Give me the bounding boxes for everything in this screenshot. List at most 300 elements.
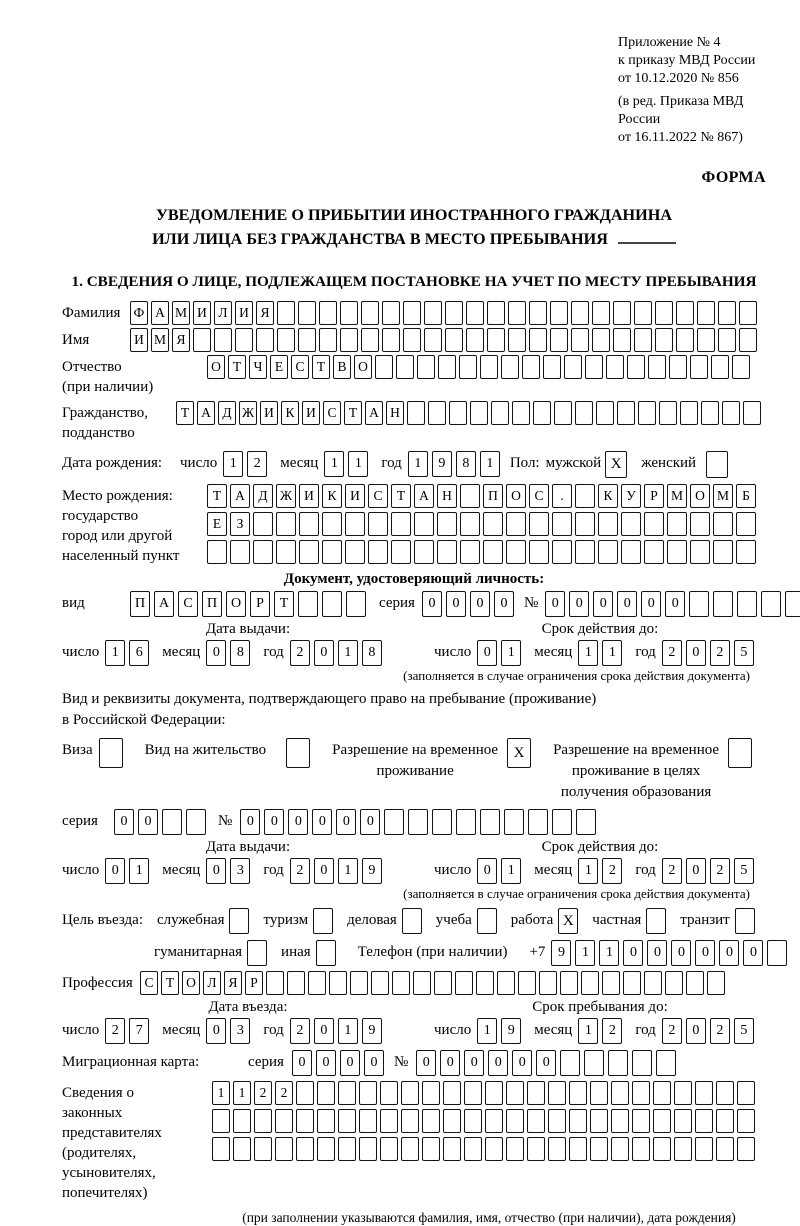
char-cell[interactable] <box>319 328 337 352</box>
char-cell[interactable] <box>713 591 733 617</box>
char-cell[interactable] <box>674 1137 692 1161</box>
char-cell[interactable] <box>564 355 582 379</box>
char-cell[interactable]: 1 <box>408 451 428 477</box>
char-cell[interactable]: Ф <box>130 301 148 325</box>
char-cell[interactable]: 1 <box>477 1018 497 1044</box>
char-cell[interactable]: 9 <box>432 451 452 477</box>
char-cell[interactable] <box>256 328 274 352</box>
char-cell[interactable] <box>424 301 442 325</box>
char-cell[interactable]: 1 <box>338 1018 358 1044</box>
char-cell[interactable]: Т <box>176 401 194 425</box>
char-cell[interactable]: 0 <box>105 858 125 884</box>
char-cell[interactable] <box>674 1081 692 1105</box>
char-cell[interactable]: 1 <box>578 640 598 666</box>
char-cell[interactable]: 2 <box>710 640 730 666</box>
char-cell[interactable] <box>739 301 757 325</box>
char-cell[interactable]: 0 <box>264 809 284 835</box>
char-cell[interactable] <box>767 940 787 966</box>
char-cell[interactable]: 0 <box>593 591 613 617</box>
char-cell[interactable]: Я <box>256 301 274 325</box>
char-cell[interactable] <box>485 1081 503 1105</box>
char-cell[interactable] <box>254 1137 272 1161</box>
char-cell[interactable] <box>560 1050 580 1076</box>
char-cell[interactable] <box>653 1109 671 1133</box>
char-cell[interactable] <box>277 301 295 325</box>
char-cell[interactable] <box>235 328 253 352</box>
char-cell[interactable] <box>253 540 273 564</box>
char-cell[interactable] <box>375 355 393 379</box>
char-cell[interactable] <box>350 971 368 995</box>
char-cell[interactable]: Б <box>736 484 756 508</box>
char-cell[interactable] <box>338 1081 356 1105</box>
char-cell[interactable] <box>340 328 358 352</box>
visa-checkbox[interactable] <box>99 738 123 768</box>
char-cell[interactable] <box>737 1109 755 1133</box>
char-cell[interactable] <box>722 401 740 425</box>
char-cell[interactable]: С <box>368 484 388 508</box>
surname-cells[interactable] <box>130 301 757 325</box>
char-cell[interactable] <box>575 401 593 425</box>
char-cell[interactable] <box>644 971 662 995</box>
char-cell[interactable] <box>230 540 250 564</box>
char-cell[interactable] <box>212 1137 230 1161</box>
sex-male-checkbox[interactable]: X <box>605 451 627 478</box>
char-cell[interactable] <box>785 591 800 617</box>
month-cells[interactable] <box>206 1018 250 1044</box>
char-cell[interactable] <box>653 1137 671 1161</box>
char-cell[interactable] <box>483 540 503 564</box>
char-cell[interactable]: А <box>154 591 174 617</box>
char-cell[interactable]: К <box>598 484 618 508</box>
char-cell[interactable] <box>434 971 452 995</box>
char-cell[interactable] <box>233 1109 251 1133</box>
char-cell[interactable]: 0 <box>360 809 380 835</box>
char-cell[interactable]: 0 <box>536 1050 556 1076</box>
char-cell[interactable]: 1 <box>348 451 368 477</box>
char-cell[interactable] <box>460 512 480 536</box>
char-cell[interactable] <box>512 401 530 425</box>
month-cells[interactable] <box>324 451 368 477</box>
year-cells[interactable] <box>662 858 754 884</box>
char-cell[interactable]: И <box>302 401 320 425</box>
char-cell[interactable] <box>686 971 704 995</box>
char-cell[interactable] <box>608 1050 628 1076</box>
char-cell[interactable] <box>713 512 733 536</box>
char-cell[interactable] <box>592 301 610 325</box>
char-cell[interactable] <box>743 401 761 425</box>
day-cells[interactable] <box>105 640 149 666</box>
purpose-humanitarian-checkbox[interactable] <box>247 940 267 966</box>
char-cell[interactable] <box>676 301 694 325</box>
char-cell[interactable] <box>193 328 211 352</box>
char-cell[interactable] <box>299 512 319 536</box>
char-cell[interactable] <box>644 540 664 564</box>
char-cell[interactable]: 2 <box>105 1018 125 1044</box>
char-cell[interactable] <box>380 1081 398 1105</box>
char-cell[interactable]: 0 <box>719 940 739 966</box>
char-cell[interactable] <box>575 484 595 508</box>
char-cell[interactable] <box>359 1109 377 1133</box>
char-cell[interactable] <box>669 355 687 379</box>
char-cell[interactable]: И <box>299 484 319 508</box>
char-cell[interactable] <box>254 1109 272 1133</box>
char-cell[interactable] <box>707 971 725 995</box>
char-cell[interactable]: 1 <box>578 858 598 884</box>
char-cell[interactable]: 1 <box>602 640 622 666</box>
char-cell[interactable]: 0 <box>665 591 685 617</box>
birth-place-line2[interactable] <box>207 512 756 536</box>
char-cell[interactable]: 1 <box>129 858 149 884</box>
purpose-tourism-checkbox[interactable] <box>313 908 333 934</box>
char-cell[interactable]: 0 <box>314 1018 334 1044</box>
char-cell[interactable]: 2 <box>662 1018 682 1044</box>
char-cell[interactable]: 0 <box>440 1050 460 1076</box>
char-cell[interactable] <box>713 540 733 564</box>
char-cell[interactable]: 2 <box>710 858 730 884</box>
char-cell[interactable]: 9 <box>362 858 382 884</box>
char-cell[interactable]: 1 <box>338 858 358 884</box>
char-cell[interactable] <box>464 1081 482 1105</box>
char-cell[interactable]: 0 <box>240 809 260 835</box>
char-cell[interactable] <box>736 512 756 536</box>
char-cell[interactable] <box>655 328 673 352</box>
char-cell[interactable] <box>690 355 708 379</box>
char-cell[interactable] <box>432 809 452 835</box>
char-cell[interactable]: 0 <box>314 640 334 666</box>
char-cell[interactable] <box>602 971 620 995</box>
char-cell[interactable] <box>575 512 595 536</box>
purpose-study-checkbox[interactable] <box>477 908 497 934</box>
char-cell[interactable]: 0 <box>686 858 706 884</box>
char-cell[interactable] <box>319 301 337 325</box>
char-cell[interactable] <box>346 591 366 617</box>
char-cell[interactable]: Л <box>203 971 221 995</box>
char-cell[interactable]: 0 <box>686 1018 706 1044</box>
char-cell[interactable] <box>690 512 710 536</box>
char-cell[interactable] <box>581 971 599 995</box>
month-cells[interactable] <box>206 858 250 884</box>
char-cell[interactable] <box>298 301 316 325</box>
char-cell[interactable] <box>659 401 677 425</box>
char-cell[interactable]: 2 <box>254 1081 272 1105</box>
char-cell[interactable] <box>401 1109 419 1133</box>
char-cell[interactable]: 0 <box>477 858 497 884</box>
char-cell[interactable] <box>322 512 342 536</box>
char-cell[interactable] <box>527 1137 545 1161</box>
char-cell[interactable] <box>460 540 480 564</box>
char-cell[interactable] <box>413 971 431 995</box>
char-cell[interactable]: А <box>151 301 169 325</box>
char-cell[interactable]: М <box>713 484 733 508</box>
char-cell[interactable] <box>653 1081 671 1105</box>
day-cells[interactable] <box>105 1018 149 1044</box>
char-cell[interactable]: 2 <box>662 640 682 666</box>
char-cell[interactable] <box>207 540 227 564</box>
char-cell[interactable] <box>644 512 664 536</box>
char-cell[interactable] <box>437 512 457 536</box>
char-cell[interactable] <box>676 328 694 352</box>
purpose-business-checkbox[interactable] <box>229 908 249 934</box>
char-cell[interactable] <box>428 401 446 425</box>
char-cell[interactable] <box>368 512 388 536</box>
char-cell[interactable] <box>695 1137 713 1161</box>
residence-permit-checkbox[interactable] <box>286 738 310 768</box>
year-cells[interactable] <box>290 1018 382 1044</box>
char-cell[interactable] <box>298 591 318 617</box>
char-cell[interactable] <box>506 512 526 536</box>
char-cell[interactable] <box>275 1137 293 1161</box>
char-cell[interactable]: 0 <box>695 940 715 966</box>
char-cell[interactable]: 0 <box>686 640 706 666</box>
char-cell[interactable] <box>317 1081 335 1105</box>
purpose-work-checkbox[interactable]: X <box>558 908 578 934</box>
char-cell[interactable]: О <box>690 484 710 508</box>
year-cells[interactable] <box>290 858 382 884</box>
char-cell[interactable] <box>680 401 698 425</box>
char-cell[interactable] <box>407 401 425 425</box>
char-cell[interactable] <box>487 328 505 352</box>
char-cell[interactable]: 7 <box>129 1018 149 1044</box>
char-cell[interactable]: 0 <box>340 1050 360 1076</box>
char-cell[interactable] <box>617 401 635 425</box>
char-cell[interactable]: 8 <box>362 640 382 666</box>
char-cell[interactable]: О <box>226 591 246 617</box>
char-cell[interactable]: 0 <box>316 1050 336 1076</box>
char-cell[interactable] <box>371 971 389 995</box>
char-cell[interactable] <box>470 401 488 425</box>
char-cell[interactable]: 0 <box>206 1018 226 1044</box>
char-cell[interactable]: Т <box>207 484 227 508</box>
char-cell[interactable]: О <box>182 971 200 995</box>
char-cell[interactable] <box>529 540 549 564</box>
char-cell[interactable] <box>611 1137 629 1161</box>
char-cell[interactable] <box>611 1109 629 1133</box>
char-cell[interactable] <box>253 512 273 536</box>
char-cell[interactable] <box>483 512 503 536</box>
char-cell[interactable] <box>606 355 624 379</box>
char-cell[interactable] <box>716 1137 734 1161</box>
char-cell[interactable]: А <box>414 484 434 508</box>
char-cell[interactable] <box>623 971 641 995</box>
char-cell[interactable] <box>298 328 316 352</box>
char-cell[interactable]: 1 <box>212 1081 230 1105</box>
day-cells[interactable] <box>223 451 267 477</box>
char-cell[interactable]: Т <box>344 401 362 425</box>
char-cell[interactable] <box>338 1109 356 1133</box>
char-cell[interactable] <box>162 809 182 835</box>
char-cell[interactable] <box>466 328 484 352</box>
char-cell[interactable] <box>329 971 347 995</box>
char-cell[interactable] <box>543 355 561 379</box>
birth-place-line1[interactable] <box>207 484 756 508</box>
char-cell[interactable]: 0 <box>114 809 134 835</box>
char-cell[interactable]: З <box>230 512 250 536</box>
char-cell[interactable]: 3 <box>230 858 250 884</box>
char-cell[interactable]: И <box>260 401 278 425</box>
char-cell[interactable] <box>417 355 435 379</box>
char-cell[interactable]: А <box>230 484 250 508</box>
char-cell[interactable]: 0 <box>464 1050 484 1076</box>
char-cell[interactable]: 1 <box>575 940 595 966</box>
char-cell[interactable] <box>621 512 641 536</box>
char-cell[interactable] <box>455 971 473 995</box>
char-cell[interactable]: 1 <box>105 640 125 666</box>
char-cell[interactable]: 2 <box>710 1018 730 1044</box>
char-cell[interactable] <box>476 971 494 995</box>
char-cell[interactable] <box>528 809 548 835</box>
purpose-commercial-checkbox[interactable] <box>402 908 422 934</box>
char-cell[interactable] <box>689 591 709 617</box>
char-cell[interactable]: 6 <box>129 640 149 666</box>
char-cell[interactable]: О <box>207 355 225 379</box>
char-cell[interactable] <box>701 401 719 425</box>
char-cell[interactable]: 0 <box>488 1050 508 1076</box>
char-cell[interactable]: В <box>333 355 351 379</box>
temporary-residence-checkbox[interactable]: X <box>507 738 531 768</box>
char-cell[interactable] <box>338 1137 356 1161</box>
char-cell[interactable]: 0 <box>671 940 691 966</box>
char-cell[interactable] <box>550 301 568 325</box>
char-cell[interactable] <box>424 328 442 352</box>
char-cell[interactable] <box>214 328 232 352</box>
char-cell[interactable] <box>438 355 456 379</box>
char-cell[interactable]: 0 <box>569 591 589 617</box>
char-cell[interactable]: С <box>291 355 309 379</box>
char-cell[interactable] <box>317 1109 335 1133</box>
char-cell[interactable] <box>501 355 519 379</box>
year-cells[interactable] <box>662 1018 754 1044</box>
char-cell[interactable] <box>391 512 411 536</box>
char-cell[interactable] <box>445 301 463 325</box>
char-cell[interactable]: 8 <box>230 640 250 666</box>
char-cell[interactable]: . <box>552 484 572 508</box>
char-cell[interactable] <box>361 328 379 352</box>
char-cell[interactable] <box>634 301 652 325</box>
char-cell[interactable]: 3 <box>230 1018 250 1044</box>
char-cell[interactable] <box>737 1137 755 1161</box>
char-cell[interactable] <box>212 1109 230 1133</box>
char-cell[interactable] <box>287 971 305 995</box>
char-cell[interactable] <box>584 1050 604 1076</box>
month-cells[interactable] <box>206 640 250 666</box>
migration-series-cells[interactable] <box>292 1050 384 1076</box>
representatives-line3[interactable] <box>212 1137 755 1161</box>
char-cell[interactable] <box>529 512 549 536</box>
char-cell[interactable] <box>529 301 547 325</box>
char-cell[interactable]: 2 <box>290 1018 310 1044</box>
char-cell[interactable] <box>732 355 750 379</box>
char-cell[interactable]: 2 <box>602 1018 622 1044</box>
char-cell[interactable]: П <box>483 484 503 508</box>
month-cells[interactable] <box>578 640 622 666</box>
char-cell[interactable]: 0 <box>477 640 497 666</box>
char-cell[interactable]: Т <box>161 971 179 995</box>
char-cell[interactable] <box>739 328 757 352</box>
char-cell[interactable] <box>480 355 498 379</box>
char-cell[interactable] <box>716 1109 734 1133</box>
char-cell[interactable] <box>345 540 365 564</box>
char-cell[interactable]: Ж <box>239 401 257 425</box>
char-cell[interactable] <box>464 1109 482 1133</box>
char-cell[interactable] <box>569 1109 587 1133</box>
char-cell[interactable] <box>380 1137 398 1161</box>
char-cell[interactable] <box>443 1081 461 1105</box>
char-cell[interactable]: Д <box>218 401 236 425</box>
char-cell[interactable]: Я <box>224 971 242 995</box>
char-cell[interactable] <box>550 328 568 352</box>
char-cell[interactable]: 1 <box>324 451 344 477</box>
char-cell[interactable] <box>522 355 540 379</box>
char-cell[interactable] <box>656 1050 676 1076</box>
char-cell[interactable] <box>497 971 515 995</box>
char-cell[interactable] <box>632 1081 650 1105</box>
char-cell[interactable] <box>296 1137 314 1161</box>
char-cell[interactable]: 0 <box>288 809 308 835</box>
char-cell[interactable]: О <box>354 355 372 379</box>
char-cell[interactable]: 0 <box>545 591 565 617</box>
char-cell[interactable]: 0 <box>470 591 490 617</box>
char-cell[interactable] <box>368 540 388 564</box>
char-cell[interactable] <box>548 1137 566 1161</box>
char-cell[interactable]: 2 <box>602 858 622 884</box>
char-cell[interactable] <box>466 301 484 325</box>
char-cell[interactable]: Я <box>172 328 190 352</box>
char-cell[interactable]: 1 <box>338 640 358 666</box>
char-cell[interactable] <box>485 1137 503 1161</box>
char-cell[interactable] <box>529 328 547 352</box>
char-cell[interactable]: 2 <box>662 858 682 884</box>
char-cell[interactable] <box>548 1109 566 1133</box>
doc-kind-cells[interactable] <box>130 591 366 617</box>
doc-number-cells[interactable] <box>545 591 800 617</box>
char-cell[interactable]: 0 <box>446 591 466 617</box>
char-cell[interactable] <box>299 540 319 564</box>
char-cell[interactable] <box>613 301 631 325</box>
char-cell[interactable] <box>266 971 284 995</box>
char-cell[interactable]: Н <box>437 484 457 508</box>
char-cell[interactable] <box>627 355 645 379</box>
char-cell[interactable] <box>401 1081 419 1105</box>
char-cell[interactable] <box>422 1081 440 1105</box>
char-cell[interactable]: К <box>281 401 299 425</box>
char-cell[interactable]: Ч <box>249 355 267 379</box>
char-cell[interactable] <box>711 355 729 379</box>
char-cell[interactable]: 2 <box>275 1081 293 1105</box>
char-cell[interactable] <box>613 328 631 352</box>
char-cell[interactable]: 2 <box>290 858 310 884</box>
char-cell[interactable]: 5 <box>734 1018 754 1044</box>
char-cell[interactable] <box>380 1109 398 1133</box>
char-cell[interactable] <box>322 591 342 617</box>
char-cell[interactable] <box>718 301 736 325</box>
char-cell[interactable]: С <box>323 401 341 425</box>
char-cell[interactable]: И <box>235 301 253 325</box>
char-cell[interactable] <box>508 328 526 352</box>
char-cell[interactable]: О <box>506 484 526 508</box>
profession-cells[interactable] <box>140 971 725 995</box>
day-cells[interactable] <box>477 640 521 666</box>
char-cell[interactable]: М <box>667 484 687 508</box>
char-cell[interactable] <box>695 1109 713 1133</box>
char-cell[interactable] <box>576 809 596 835</box>
char-cell[interactable] <box>449 401 467 425</box>
char-cell[interactable]: 0 <box>292 1050 312 1076</box>
char-cell[interactable]: М <box>172 301 190 325</box>
purpose-transit-checkbox[interactable] <box>735 908 755 934</box>
char-cell[interactable]: 9 <box>501 1018 521 1044</box>
char-cell[interactable]: Л <box>214 301 232 325</box>
char-cell[interactable] <box>506 540 526 564</box>
